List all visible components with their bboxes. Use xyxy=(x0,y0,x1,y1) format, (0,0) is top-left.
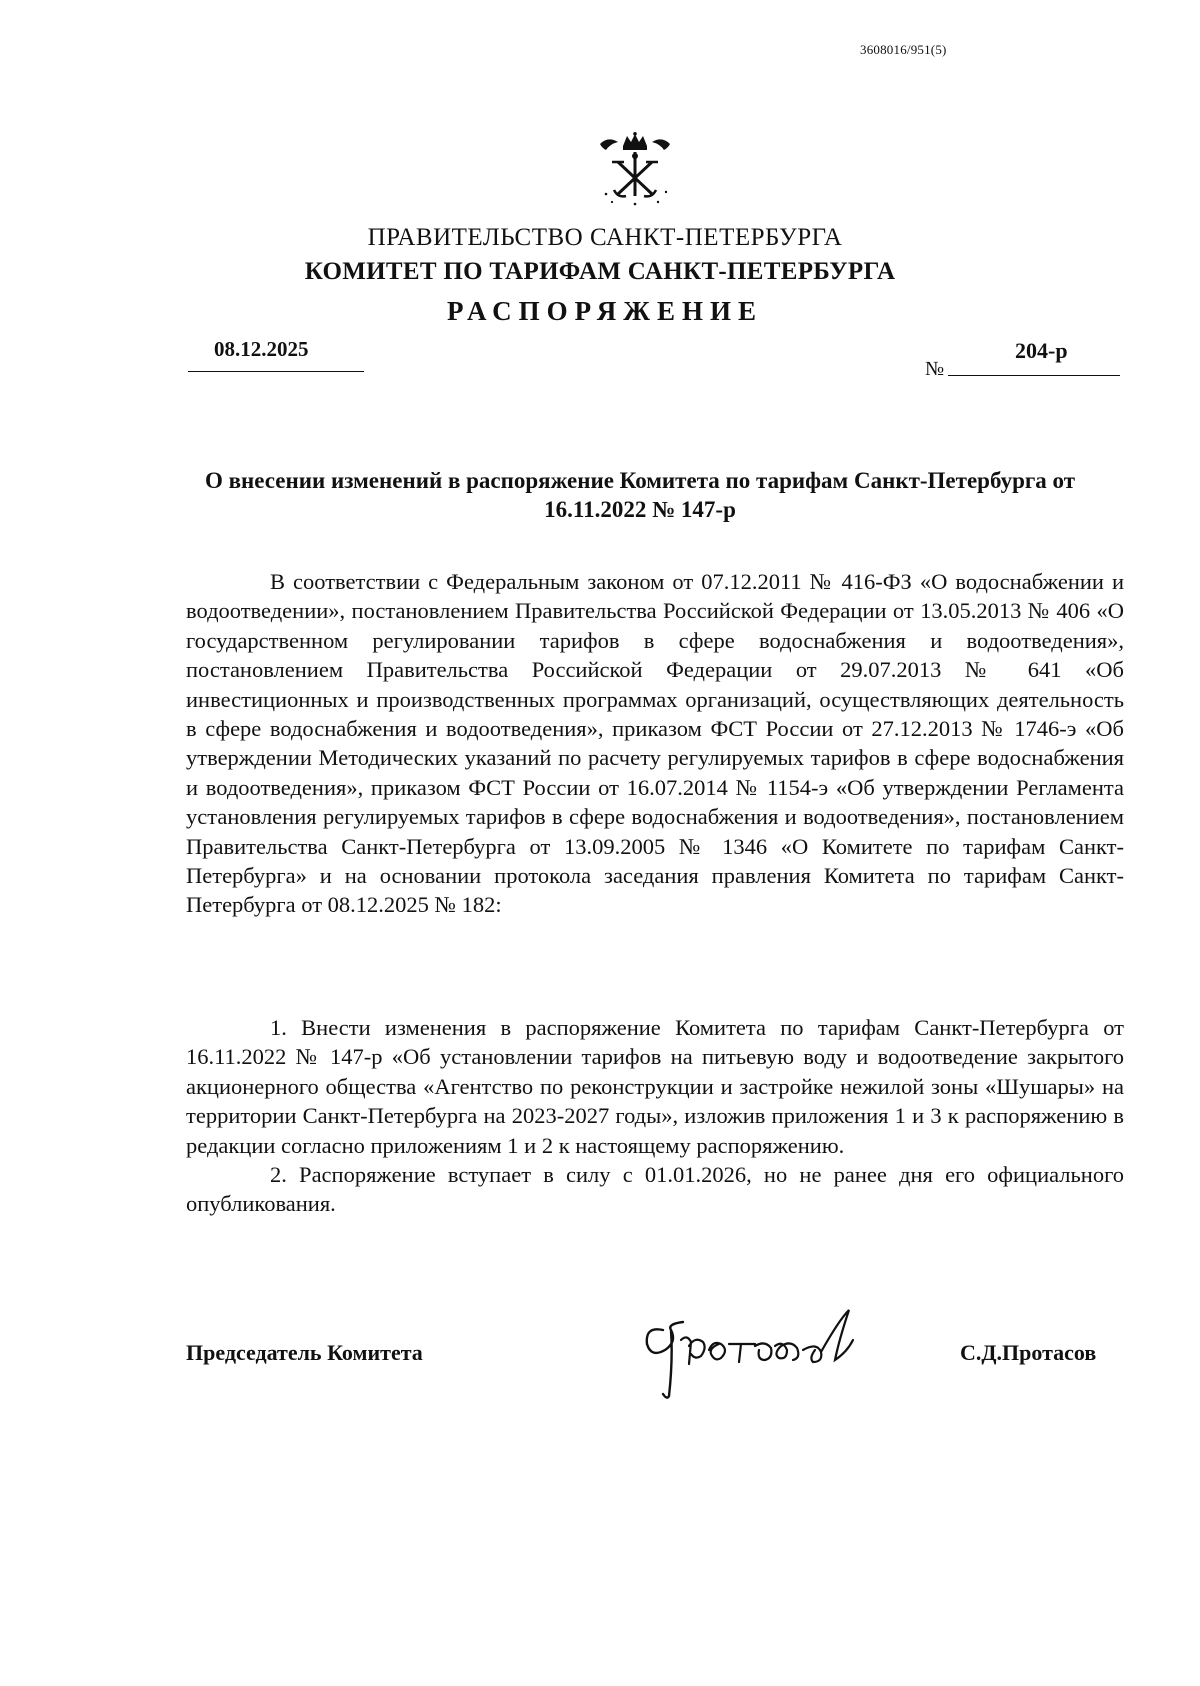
government-name: ПРАВИТЕЛЬСТВО САНКТ-ПЕТЕРБУРГА xyxy=(367,224,843,251)
preamble-paragraph: В соответствии с Федеральным законом от 07.12.2011 № 416-ФЗ «О водоснабжении и водоотведении», постановлением Правительства Российской Федерации от 13.05.2013 № 406 «О государственном регулировании тарифов в сфере водоснабжения и водоотведения», постановлением Правительства Российской Федерации от 29.07.2013 № 641 «Об инвестиционных и производственных программах организаций, осуществляющих деятельность в сфере водоснабжения и водоотведения», приказом ФСТ России от 27.12.2013 № 1746-э «Об утверждении Методических указаний по расчету регулируемых тарифов в сфере водоснабжения и водоотведения», приказом ФСТ России от 16.07.2014 № 1154-э «Об утверждении Регламента установления регулируемых тарифов в сфере водоснабжения и водоотведения», постановлением Правительства Санкт-Петербурга от 13.09.2005 № 1346 «О Комитете по тарифам Санкт-Петербурга» и на основании протокола заседания правления Комитета по тарифам Санкт-Петербурга от 08.12.2025 № 182: xyxy=(186,569,1124,918)
document-number: 204-р xyxy=(1015,338,1068,363)
signer-title: Председатель Комитета xyxy=(186,1340,423,1365)
number-sign: № xyxy=(925,358,945,380)
handwritten-signature-icon xyxy=(625,1300,895,1410)
document-type: РАСПОРЯЖЕНИЕ xyxy=(446,296,764,326)
signer-name: С.Д.Протасов xyxy=(960,1340,1097,1365)
preamble-section xyxy=(186,567,1124,920)
document-code: 3608016/951(5) xyxy=(860,42,947,57)
number-underline xyxy=(948,375,1120,376)
st-petersburg-coat-of-arms-icon xyxy=(596,132,674,208)
document-title: О внесении изменений в распоряжение Комитета по тарифам Санкт-Петербурга от 16.11.2022 № 147-р xyxy=(204,468,1076,522)
order-items xyxy=(186,1013,1124,1219)
date-underline xyxy=(188,371,364,372)
document-date: 08.12.2025 xyxy=(214,337,309,361)
committee-name: КОМИТЕТ ПО ТАРИФАМ САНКТ-ПЕТЕРБУРГА xyxy=(304,258,896,285)
order-item-1: 1. Внести изменения в распоряжение Комитета по тарифам Санкт-Петербурга от 16.11.2022 № 147-р «Об установлении тарифов на питьевую воду и водоотведение закрытого акционерного общества «Агентство по реконструкции и застройке нежилой зоны «Шушары» на территории Санкт-Петербурга на 2023-2027 годы», изложив приложения 1 и 3 к распоряжению в редакции согласно приложениям 1 и 2 к настоящему распоряжению. xyxy=(186,1015,1124,1158)
order-item-2: 2. Распоряжение вступает в силу с 01.01.2026, но не ранее дня его официального опубликования. xyxy=(186,1162,1124,1217)
